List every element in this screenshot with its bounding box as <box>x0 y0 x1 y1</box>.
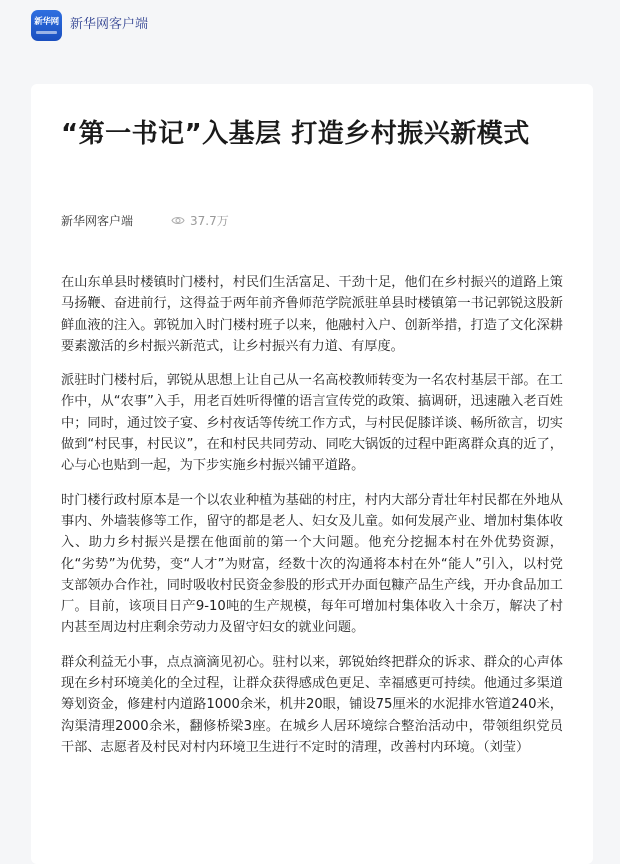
xinhua-logo[interactable] <box>31 10 62 41</box>
view-count-value: 37.7万 <box>190 214 229 228</box>
logo-text: 新华网 <box>34 17 59 27</box>
article-card <box>31 84 593 864</box>
app-name[interactable]: 新华网客户端 <box>70 17 149 32</box>
article-paragraph: 派驻时门楼村后，郭锐从思想上让自己从一名高校教师转变为一名农村基层干部。在工作中，从“农事”入手，用老百姓听得懂的语言宣传党的政策、搞调研，迅速融入老百姓中；同时，通过饺子宴、乡村夜话等传统工作方式，与村民促膝详谈、畅所欲言，切实做到“村民事，村民议”，在和村民共同劳动、同吃大锅饭的过程中距离群众真的近了，心与心也贴到一起，为下步实施乡村振兴铺平道路。 <box>61 373 563 474</box>
article-paragraph: 群众利益无小事，点点滴滴见初心。驻村以来，郭锐始终把群众的诉求、群众的心声体现在乡村环境美化的全过程，让群众获得感成色更足、幸福感更可持续。他通过多渠道筹划资金，修建村内道路1000余米，机井20眼，铺设75厘米的水泥排水管道240米，沟渠清理2000余米，翻修桥梁3座。在城乡人居环境综合整治活动中，带领组织党员干部、志愿者及村民对村内环境卫生进行不定时的清理，改善村内环境。（刘莹） <box>61 654 563 755</box>
top-bar <box>0 0 620 50</box>
article-source: 新华网客户端 <box>61 214 134 228</box>
article-paragraph: 在山东单县时楼镇时门楼村，村民们生活富足、干劲十足，他们在乡村振兴的道路上策马扬鞭、奋进前行，这得益于两年前齐鲁师范学院派驻单县时楼镇第一书记郭锐这股新鲜血液的注入。郭锐加入时门楼村班子以来，他融村入户、创新举措，打造了文化深耕要素激活的乡村振兴新范式，让乡村振兴有力道、有厚度。 <box>61 275 563 354</box>
article-body <box>61 272 563 771</box>
eye-icon <box>171 215 185 226</box>
article-title: “第一书记”入基层 打造乡村振兴新模式 <box>61 119 530 149</box>
article-paragraph: 时门楼行政村原本是一个以农业种植为基础的村庄，村内大部分青壮年村民都在外地从事内、外墙装修等工作，留守的都是老人、妇女及儿童。如何发展产业、增加村集体收入、助力乡村振兴是摆在他面前的第一个大问题。他充分挖掘本村在外优势资源，化“劣势”为优势，变“人才”为财富，经数十次的沟通将本村在外“能人”引入，以村党支部领办合作社，同时吸收村民资金参股的形式开办面包糠产品生产线，开办食品加工厂。目前，该项目日产9-10吨的生产规模，每年可增加村集体收入十余万，解决了村内甚至周边村庄剩余劳动力及留守妇女的就业问题。 <box>61 492 563 636</box>
logo-stripe <box>36 31 57 34</box>
